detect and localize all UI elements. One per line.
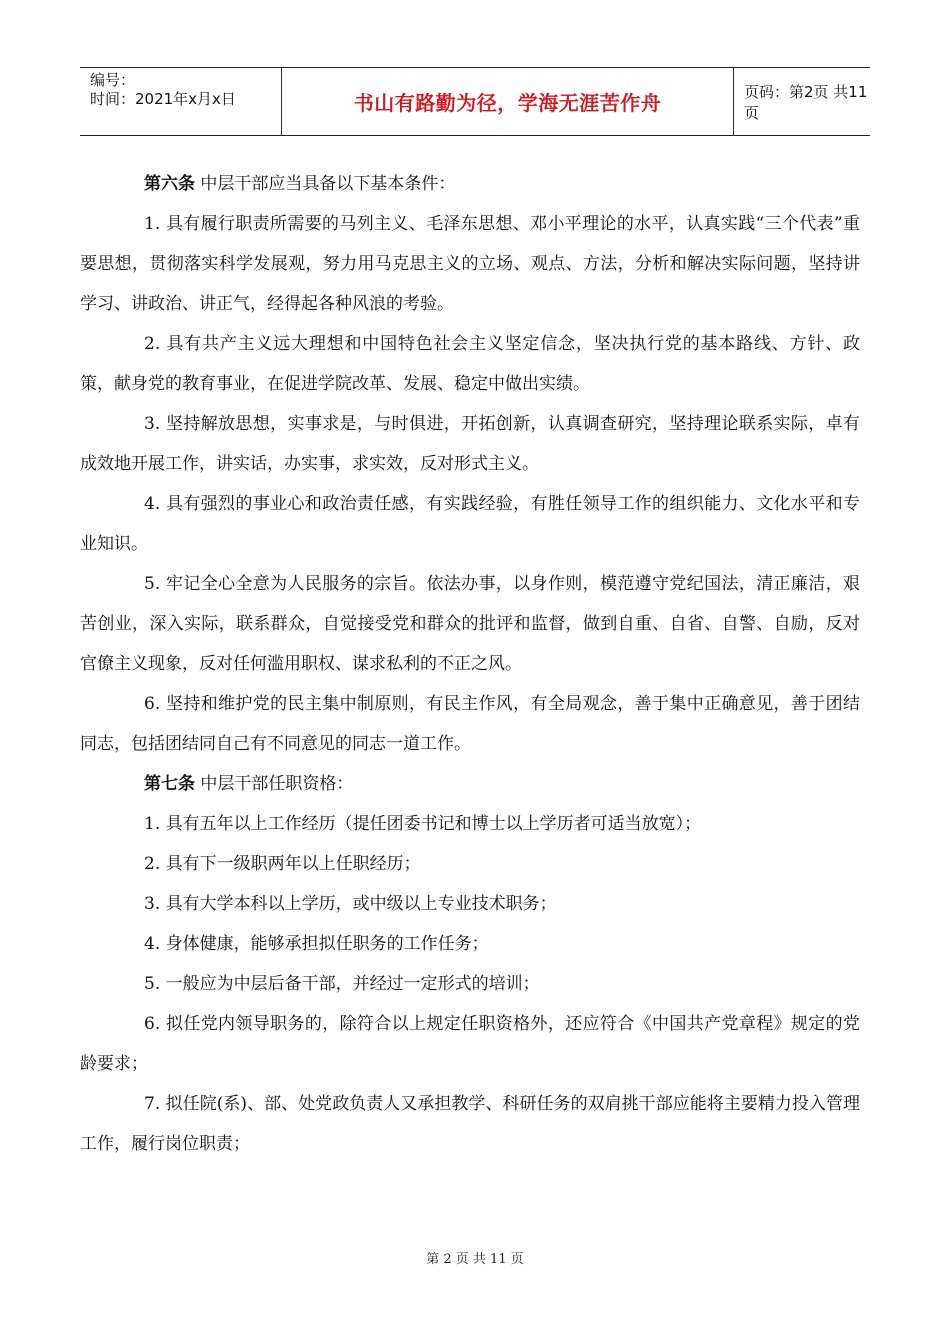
- article-7-item: 4. 身体健康，能够承担拟任职务的工作任务；: [144, 934, 489, 954]
- article-6-text: 中层干部应当具备以下基本条件：: [195, 174, 456, 194]
- article-7-title: 第七条: [144, 774, 195, 794]
- article-7-item: 6. 拟任党内领导职务的，除符合以上规定任职资格外，还应符合《中国共产党章程》规定的党龄要求；: [80, 1014, 860, 1074]
- article-7-text: 中层干部任职资格：: [195, 774, 354, 794]
- article-6-item: 1. 具有履行职责所需要的马列主义、毛泽东思想、邓小平理论的水平，认真实践“三个代表”重要思想，贯彻落实科学发展观，努力用马克思主义的立场、观点、方法，分析和解决实际问题，坚持讲学习、讲政治、讲正气，经得起各种风浪的考验。: [80, 214, 860, 314]
- article-6-title: 第六条: [144, 174, 195, 194]
- article-7-item: 1. 具有五年以上工作经历（提任团委书记和博士以上学历者可适当放宽）；: [144, 814, 702, 834]
- page-footer: 第 2 页 共 11 页: [426, 1252, 524, 1267]
- article-7-item: 7. 拟任院(系)、部、处党政负责人又承担教学、科研任务的双肩挑干部应能将主要精力投入管理工作，履行岗位职责；: [80, 1094, 860, 1154]
- article-7-item: 5. 一般应为中层后备干部，并经过一定形式的培训；: [144, 974, 540, 994]
- slogan: 书山有路勤为径，学海无涯苦作舟: [353, 91, 662, 115]
- article-6-heading: [80, 164, 860, 204]
- time-label: 时间：2021年x月x日: [90, 90, 236, 108]
- document-body: [80, 164, 860, 1164]
- page-info: 页码：第2页 共11页: [744, 82, 868, 122]
- article-6-item: 5. 牢记全心全意为人民服务的宗旨。依法办事，以身作则，模范遵守党纪国法，清正廉洁，艰苦创业，深入实际，联系群众，自觉接受党和群众的批评和监督，做到自重、自省、自警、自励，反对官僚主义现象，反对任何滥用职权、谋求私利的不正之风。: [80, 574, 860, 674]
- article-7-item: 2. 具有下一级职两年以上任职经历；: [144, 854, 421, 874]
- article-6-item: 3. 坚持解放思想，实事求是，与时俱进，开拓创新，认真调查研究，坚持理论联系实际，卓有成效地开展工作，讲实话，办实事，求实效，反对形式主义。: [80, 414, 860, 474]
- header-page-cell: [734, 68, 870, 135]
- article-6-item: 4. 具有强烈的事业心和政治责任感，有实践经验，有胜任领导工作的组织能力、文化水平和专业知识。: [80, 494, 860, 554]
- article-6-item: 2. 具有共产主义远大理想和中国特色社会主义坚定信念，坚决执行党的基本路线、方针、政策，献身党的教育事业，在促进学院改革、发展、稳定中做出实绩。: [80, 334, 860, 394]
- article-7-heading: [80, 764, 860, 804]
- number-label: 编号：: [90, 71, 136, 89]
- header-slogan-cell: [282, 68, 734, 135]
- article-6-item: 6. 坚持和维护党的民主集中制原则，有民主作风，有全局观念，善于集中正确意见，善于团结同志，包括团结同自己有不同意见的同志一道工作。: [80, 694, 860, 754]
- document-header: [80, 67, 870, 136]
- header-meta-cell: [80, 68, 282, 135]
- article-7-item: 3. 具有大学本科以上学历，或中级以上专业技术职务；: [144, 894, 557, 914]
